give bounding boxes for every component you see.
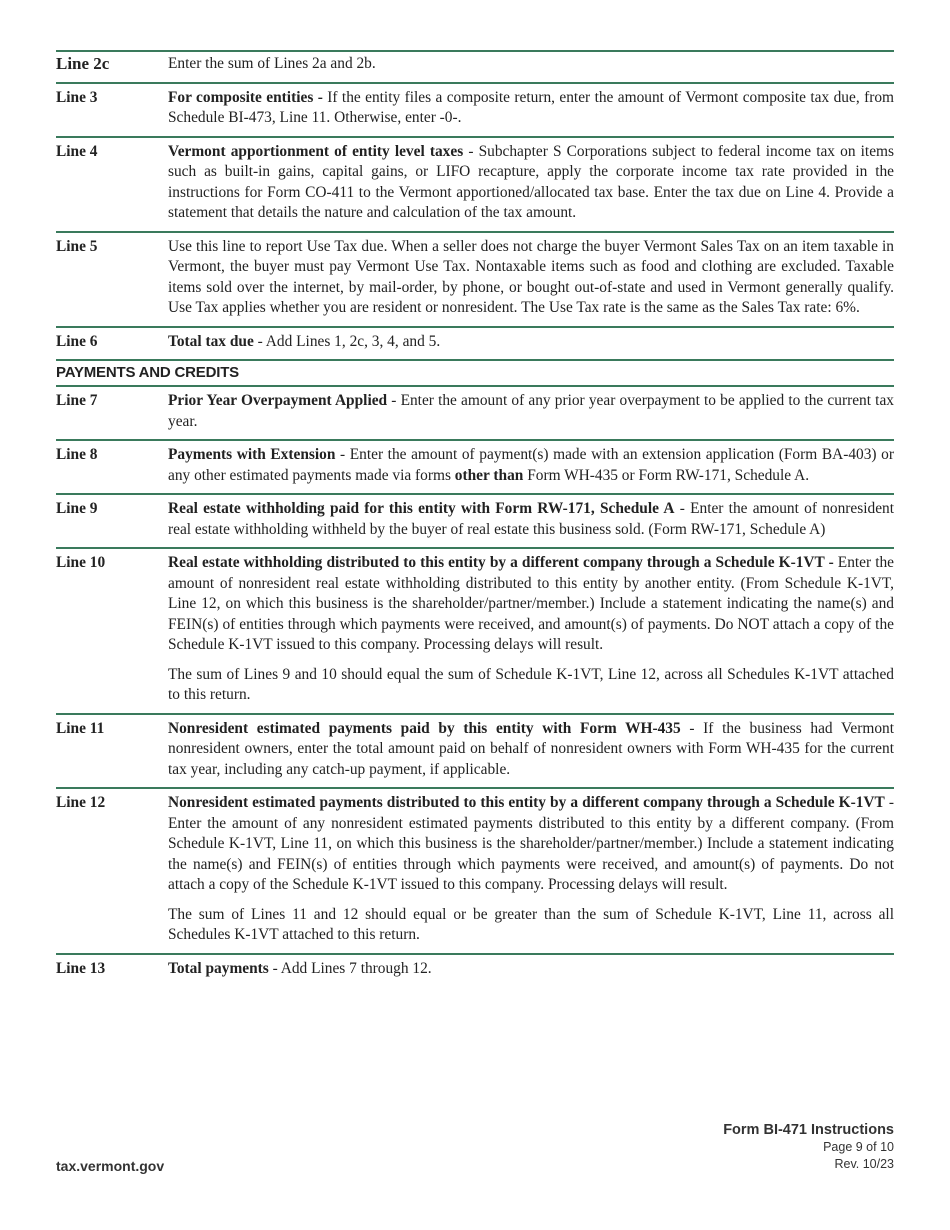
line-heading: Real estate withholding paid for this entity with Form RW-171, Schedule A: [168, 500, 675, 517]
line-text: Use this line to report Use Tax due. When a seller does not charge the buyer Vermont Sales Tax on an item taxable in Vermont, the buyer must pay Vermont Use Tax. Nontaxable items such as food and clothing are excluded. Taxable items sold over the internet, by mail-order, by phone, or bought out-of-state and used in Vermont generally qualify. Use Tax applies whether you are resident or nonresident. The Use Tax rate is the same as the Sales Tax rate: 6%.: [168, 237, 894, 316]
line-6-row: [56, 326, 894, 360]
footer-form-info: [723, 1121, 894, 1173]
line-heading: Total tax due: [168, 332, 254, 350]
line-heading: Payments with Extension: [168, 446, 336, 463]
line-label: Line 9: [56, 500, 98, 517]
line-10-row: [56, 547, 894, 713]
line-text-continued: Form WH-435 or Form RW-171, Schedule A.: [523, 466, 810, 484]
line-note: The sum of Lines 11 and 12 should equal or be greater than the sum of Schedule K-1VT, Line 11, across all Schedules K-1VT attached to this return.: [168, 905, 894, 943]
website-link[interactable]: tax.vermont.gov: [56, 1158, 165, 1174]
line-text: - Add Lines 7 through 12.: [268, 959, 432, 977]
line-text: Enter the amount of nonresident real estate withholding distributed to this entity by another entity. (From Schedule K-1VT, Line 12, on which this business is the shareholder/partner/member.) Include a statement indicating the name(s) and FEIN(s) of entities through which payments were received, and amount(s) of payments. Do NOT attach a copy of the Schedule K-1VT issued to this company. Processing delays will result.: [168, 554, 895, 653]
line-text: If the entity files a composite return, enter the amount of Vermont composite tax due, from Schedule BI-473, Line 11. Otherwise, enter -0-.: [168, 88, 895, 126]
form-title: Form BI-471 Instructions: [723, 1122, 894, 1138]
line-label: Line 10: [56, 554, 106, 571]
line-label: Line 13: [56, 959, 106, 977]
page-number: Page 9 of 10: [823, 1140, 894, 1154]
line-3-row: [56, 82, 894, 136]
line-emphasis: other than: [454, 466, 524, 484]
line-4-row: [56, 136, 894, 231]
line-label: Line 7: [56, 392, 98, 409]
line-heading: For composite entities -: [168, 88, 323, 106]
line-text: - Enter the amount of nonresident real estate withholding withheld by the buyer of real estate this business sold. (Form RW-171, Schedule A): [168, 500, 894, 538]
line-text: - Subchapter S Corporations subject to federal income tax on items such as built-in gains, capital gains, or LIFO recapture, apply the corporate income tax rate provided in the instructions for Form CO-411 to the Vermont apportioned/allocated tax base. Enter the tax due on Line 4. Provide a statement that details the nature and calculation of the tax amount.: [168, 142, 894, 221]
line-text: - Add Lines 1, 2c, 3, 4, and 5.: [253, 332, 441, 350]
line-note: The sum of Lines 9 and 10 should equal the sum of Schedule K-1VT, Line 12, across all Schedules K-1VT attached to this return.: [168, 665, 894, 703]
line-heading: Nonresident estimated payments distributed to this entity by a different company through a Schedule K-1VT: [168, 794, 885, 811]
line-heading: Total payments: [168, 959, 269, 977]
line-text: - Enter the amount of any prior year overpayment to be applied to the current tax year.: [168, 392, 894, 430]
line-9-row: [56, 493, 894, 547]
line-2c-row: [56, 50, 894, 82]
line-label: Line 11: [56, 719, 105, 737]
line-heading: Vermont apportionment of entity level taxes: [168, 142, 464, 160]
line-heading: Real estate withholding distributed to this entity by a different company through a Schedule K-1VT -: [168, 554, 834, 571]
instructions-body: [56, 50, 894, 986]
section-title: PAYMENTS AND CREDITS: [56, 359, 894, 385]
line-label: Line 12: [56, 794, 106, 811]
line-11-row: [56, 713, 894, 788]
line-heading: Prior Year Overpayment Applied: [168, 392, 388, 409]
line-heading: Nonresident estimated payments paid by this entity with Form WH-435: [168, 719, 681, 737]
line-label: Line 2c: [56, 54, 110, 73]
line-8-row: [56, 439, 894, 493]
line-5-row: [56, 231, 894, 326]
line-label: Line 4: [56, 142, 98, 160]
revision-date: Rev. 10/23: [834, 1157, 894, 1171]
line-label: Line 6: [56, 332, 98, 350]
line-7-row: [56, 385, 894, 439]
line-label: Line 8: [56, 446, 98, 463]
line-text: - If the business had Vermont nonresident owners, enter the total amount paid on behalf of nonresident owners with Form WH-435 for the current tax year, including any catch-up payment, if applicable.: [168, 719, 894, 778]
line-13-row: [56, 953, 894, 987]
line-text: - Enter the amount of any nonresident estimated payments distributed to this entity by a different company. (From Schedule K-1VT, Line 11, on which this business is the shareholder/partner/member.) Include a statement indicating the name(s) and FEIN(s) of entities through which payments were received, and amount(s) of payments. Do not attach a copy of the Schedule K-1VT issued to this company. Processing delays will result.: [168, 794, 894, 893]
line-12-row: [56, 787, 894, 953]
line-label: Line 3: [56, 88, 98, 106]
line-text: - Enter the amount of payment(s) made with an extension application (Form BA-403) or any other estimated payments made via forms: [168, 446, 894, 484]
line-label: Line 5: [56, 237, 98, 255]
line-text: Enter the sum of Lines 2a and 2b.: [168, 55, 376, 72]
